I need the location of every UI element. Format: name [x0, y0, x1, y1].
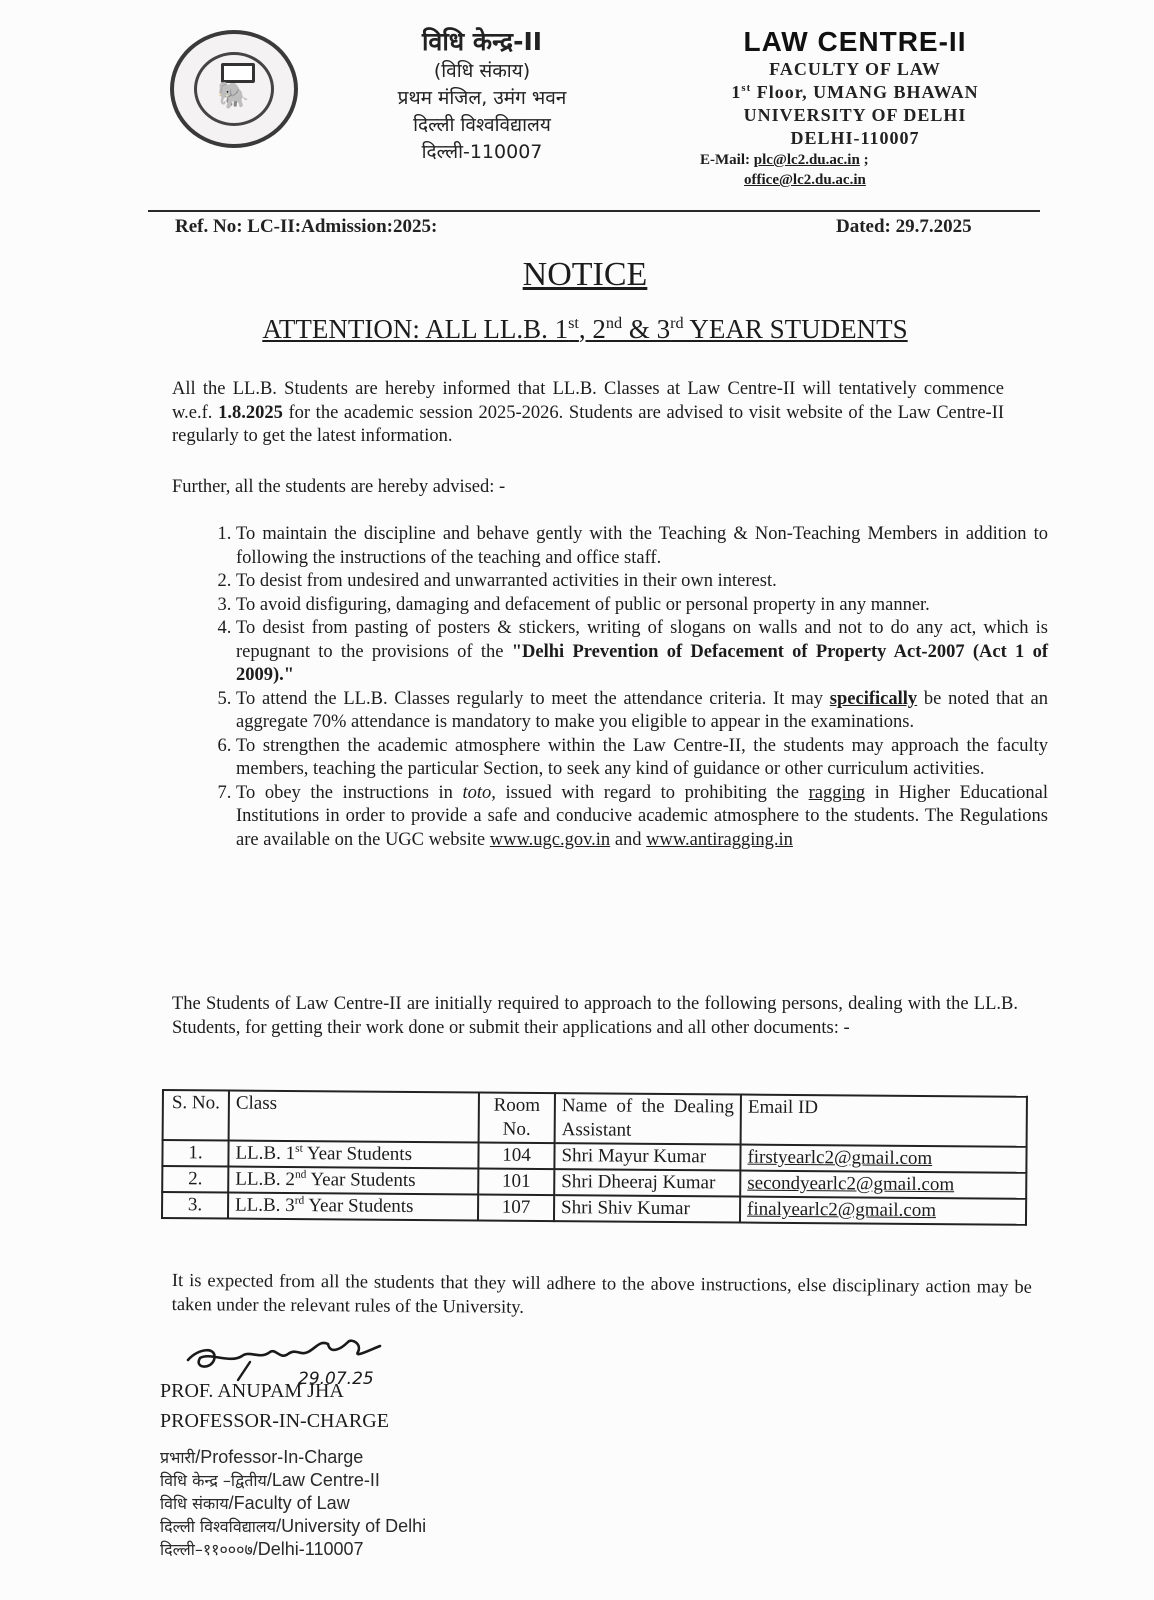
emphasis-toto: toto, [462, 782, 496, 803]
cell-email [740, 1171, 1026, 1199]
attention-part: YEAR STUDENTS [683, 314, 908, 344]
class-text: Year Students [306, 1169, 416, 1191]
rule-text: be noted that an aggregate 70% attendance is mandatory to make you eligible to appear in the examinations. [236, 688, 1048, 732]
email-link[interactable]: firstyearlc2@gmail.com [747, 1146, 933, 1170]
stamp-line [160, 1469, 426, 1492]
rules-list [196, 523, 1048, 852]
letterhead-city: DELHI-110007 [790, 128, 920, 148]
floor-suffix: st [741, 82, 752, 94]
cell-name: Shri Dheeraj Kumar [554, 1169, 740, 1196]
letterhead-email [690, 150, 1020, 190]
rule-item [236, 735, 1048, 782]
seal-elephant-icon: 🐘 [217, 81, 250, 110]
ugc-website-link[interactable]: www.ugc.gov.in [489, 829, 611, 850]
stamp-english: /Professor-In-Charge [195, 1447, 364, 1467]
letterhead-floor [690, 81, 1020, 104]
rule-text: To desist from pasting of posters & stickers, writing of slogans on walls and not to do any act, which is repugnant to the provisions of the [236, 618, 1048, 662]
intro-text: All the LL.B. Students are hereby informed that LL.B. Classes at Law Centre-II will tentatively commence w.e.f. [172, 379, 1004, 423]
stamp-english: /Faculty of Law [228, 1493, 350, 1513]
emphasis-ragging: ragging [808, 782, 866, 803]
header-class: Class [229, 1091, 479, 1143]
stamp-hindi: विधि संकाय [160, 1494, 229, 1513]
header-divider [148, 210, 1040, 212]
stamp-hindi: दिल्ली विश्वविद्यालय [160, 1517, 277, 1536]
rule-text: To strengthen the academic atmosphere within the Law Centre-II, the students may approach the faculty members, teaching the particular Section, to seek any kind of guidance or other curriculum activities. [236, 735, 1048, 779]
cell-sno: 1. [162, 1140, 228, 1167]
table-header-row [163, 1090, 1027, 1147]
rule-item [236, 782, 1048, 853]
attention-text [262, 314, 907, 344]
official-stamp [160, 1446, 426, 1561]
rule-item [236, 570, 1048, 594]
stamp-english: /Law Centre-II [266, 1470, 380, 1490]
email-label: E-Mail: [700, 152, 754, 168]
stamp-line [160, 1492, 426, 1515]
hindi-letterhead [362, 26, 602, 166]
class-text: Year Students [304, 1195, 414, 1217]
reference-number: Ref. No: LC-II:Admission:2025: [175, 216, 438, 237]
hindi-line-2: प्रथम मंजिल, उमंग भवन [397, 87, 567, 109]
rule-text: To avoid disfiguring, damaging and defacement of public or personal property in any manner. [236, 594, 930, 615]
emphasis-specifically: specifically [829, 688, 918, 709]
cell-sno: 2. [162, 1166, 228, 1193]
attention-part: , 2 [578, 314, 606, 344]
intro-text: for the academic session 2025-2026. Students are advised to visit website of the Law Centre-II regularly to get the latest information. [172, 402, 1005, 446]
cell-name: Shri Mayur Kumar [554, 1143, 740, 1170]
antiragging-website-link[interactable]: www.antiragging.in [646, 829, 793, 850]
hindi-line-1: (विधि संकाय) [433, 60, 531, 82]
cell-name: Shri Shiv Kumar [554, 1195, 740, 1222]
cell-email [740, 1197, 1026, 1225]
letterhead-faculty: FACULTY OF LAW [769, 59, 941, 79]
stamp-line [160, 1515, 426, 1538]
cell-class [228, 1167, 478, 1195]
approach-paragraph: The Students of Law Centre-II are initially required to approach to the following persons, dealing with the LL.B. Students, for getting their work done or submit their applications and all other documents: - [172, 994, 1018, 1038]
header-room: Room No. [479, 1092, 555, 1143]
table-row [162, 1192, 1026, 1225]
stamp-hindi: दिल्ली–११०००७ [160, 1540, 253, 1559]
rule-item [236, 594, 1048, 618]
rule-item [236, 523, 1048, 570]
university-seal [170, 30, 298, 148]
rule-text: in Higher Educational Institutions in order to provide a safe and conducive academic atmosphere to the students. The Regulations are available on the UGC website [236, 782, 1048, 850]
floor-text: Floor, UMANG BHAWAN [751, 82, 979, 102]
letterhead-university: UNIVERSITY OF DELHI [743, 105, 967, 125]
class-text: LL.B. 2 [235, 1168, 296, 1191]
cell-room: 101 [478, 1168, 554, 1195]
email-link[interactable]: finalyearlc2@gmail.com [746, 1198, 937, 1222]
letterhead-title: LAW CENTRE-II [743, 26, 967, 57]
intro-paragraph [172, 378, 1004, 449]
cell-room: 104 [478, 1142, 554, 1169]
email-separator: ; [859, 152, 869, 168]
seal-inner-ring [194, 52, 274, 126]
hindi-title: विधि केन्द्र-II [421, 27, 543, 56]
email-link-office[interactable]: office@lc2.du.ac.in [744, 172, 866, 188]
class-sup: st [295, 1142, 303, 1155]
stamp-line [160, 1446, 426, 1469]
class-text: LL.B. 3 [235, 1194, 295, 1217]
stamp-english: /Delhi-110007 [252, 1539, 364, 1559]
commencement-date: 1.8.2025 [218, 402, 283, 423]
hindi-line-4: दिल्ली-110007 [421, 141, 543, 163]
cell-class [228, 1193, 478, 1221]
signatory-name: PROF. ANUPAM JHA [160, 1380, 344, 1402]
closing-paragraph: It is expected from all the students that they will adhere to the above instructions, else disciplinary action may be taken under the relevant rules of the University. [171, 1271, 1032, 1318]
stamp-hindi: विधि केन्द्र –द्वितीय [160, 1471, 267, 1490]
stamp-hindi: प्रभारी [160, 1448, 196, 1467]
cell-email [740, 1145, 1026, 1173]
rule-text: and [610, 829, 647, 850]
floor-number: 1 [731, 82, 742, 102]
rule-text: To maintain the discipline and behave gently with the Teaching & Non-Teaching Members in addition to following the instructions of the teaching and office staff. [236, 524, 1048, 568]
rule-text: To obey the instructions in [236, 782, 463, 803]
notice-date: Dated: 29.7.2025 [836, 216, 972, 237]
signatory-block [160, 1376, 389, 1436]
attention-part: ATTENTION: ALL LL.B. 1 [262, 314, 569, 344]
signatory-designation: PROFESSOR-IN-CHARGE [160, 1410, 389, 1432]
header-name: Name of the Dealing Assistant [555, 1093, 741, 1144]
email-link[interactable]: secondyearlc2@gmail.com [747, 1172, 955, 1196]
email-link-plc[interactable]: plc@lc2.du.ac.in [753, 152, 860, 168]
further-advice-heading: Further, all the students are hereby advised: - [172, 477, 506, 497]
stamp-english: /University of Delhi [276, 1516, 427, 1536]
cell-sno: 3. [162, 1192, 228, 1219]
seal-book-icon [221, 63, 255, 83]
signature-stroke [188, 1341, 380, 1367]
rule-text: issued with regard to prohibiting the [495, 782, 809, 803]
attention-part: & 3 [622, 314, 671, 344]
rule-text: To attend the LL.B. Classes regularly to meet the attendance criteria. It may [236, 688, 830, 709]
attention-heading [0, 314, 1154, 345]
class-text: Year Students [302, 1143, 413, 1165]
stamp-line [160, 1538, 426, 1561]
cell-room: 107 [478, 1194, 554, 1221]
attention-sup: st [568, 314, 579, 332]
rule-text: To desist from undesired and unwarranted activities in their own interest. [236, 571, 777, 591]
header-sno: S. No. [163, 1090, 229, 1141]
rule-item [236, 617, 1048, 688]
dealing-assistants-table [161, 1089, 1028, 1226]
act-name: "Delhi Prevention of Defacement of Property Act-2007 (Act 1 of 2009)." [236, 641, 1048, 685]
header-email: Email ID [741, 1095, 1027, 1147]
hindi-line-3: दिल्ली विश्वविद्यालय [413, 114, 551, 136]
attention-sup: nd [605, 314, 623, 332]
attention-sup: rd [670, 314, 684, 332]
class-sup: rd [294, 1194, 305, 1207]
notice-title: NOTICE [522, 256, 648, 293]
cell-class [228, 1141, 478, 1169]
english-letterhead [690, 26, 1020, 190]
class-sup: nd [294, 1168, 307, 1181]
notice-heading [0, 256, 1154, 294]
rule-item [236, 688, 1048, 735]
class-text: LL.B. 1 [235, 1142, 296, 1165]
signature-date: 29.07.25 [298, 1369, 374, 1389]
